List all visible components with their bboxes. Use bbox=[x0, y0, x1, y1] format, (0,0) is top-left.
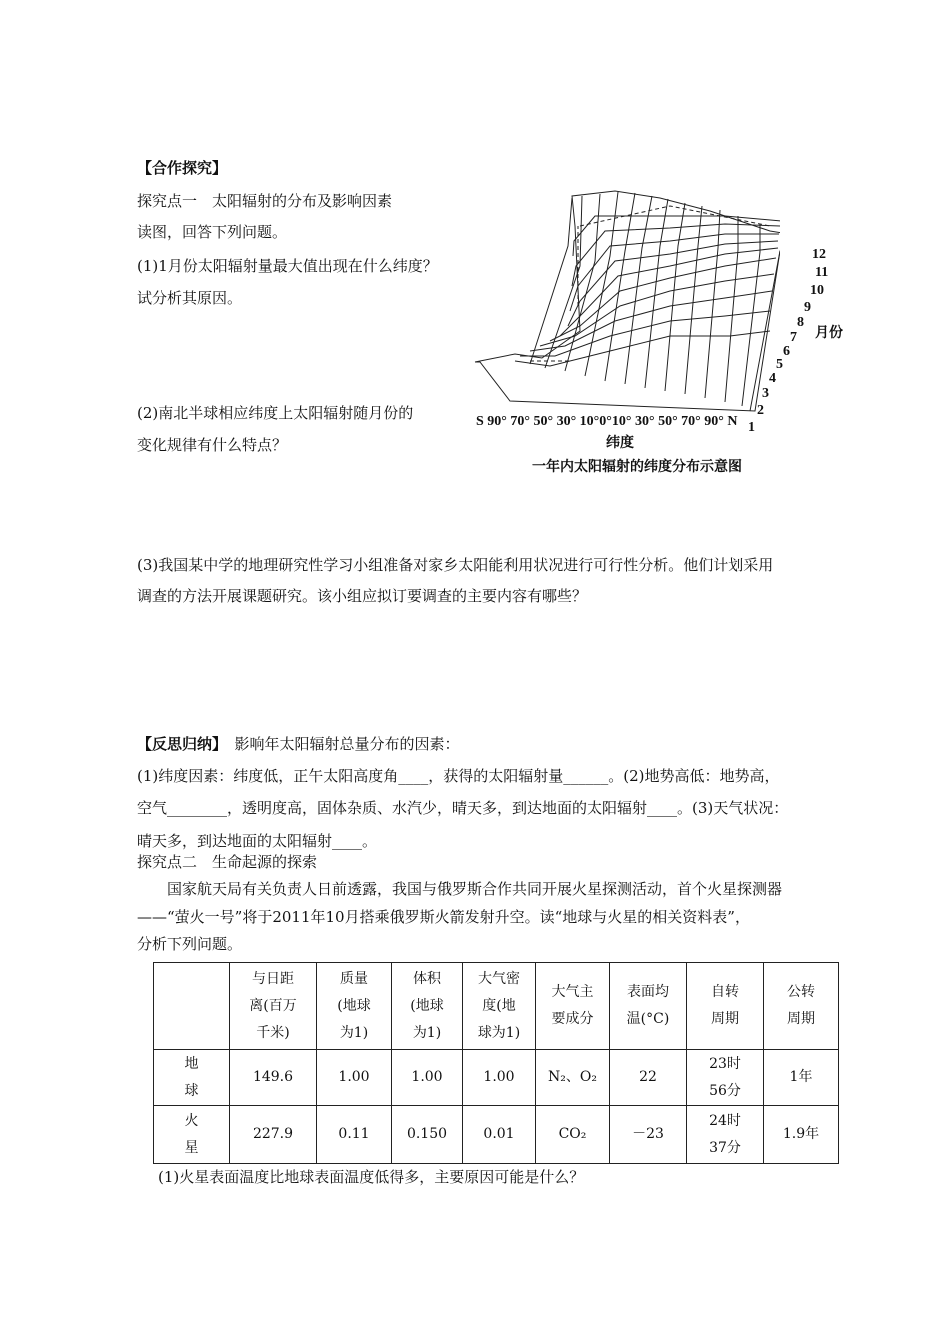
table-header-cell: 自转 周期 bbox=[687, 963, 764, 1050]
table-header-cell: 大气密 度(地 球为1) bbox=[463, 963, 536, 1050]
read-instruction: 读图，回答下列问题。 bbox=[137, 223, 288, 241]
table-cell: 1.00 bbox=[463, 1050, 536, 1106]
paragraph-line-1: 国家航天局有关负责人日前透露，我国与俄罗斯合作共同开展火星探测活动，首个火星探测器 bbox=[137, 880, 783, 898]
paragraph-line-2: ——“萤火一号”将于2011年10月搭乘俄罗斯火箭发射升空。读“地球与火星的相关资料表”， bbox=[137, 908, 750, 926]
table-cell: 23时 56分 bbox=[687, 1050, 764, 1106]
table-cell: 地 球 bbox=[154, 1050, 230, 1106]
table-cell: －23 bbox=[610, 1106, 687, 1164]
reflection-block bbox=[137, 733, 460, 754]
table-row-mars bbox=[154, 1106, 839, 1164]
reflection-heading: 【反思归纳】 bbox=[137, 735, 220, 753]
table-cell: 0.01 bbox=[463, 1106, 536, 1164]
table-header-cell: 公转 周期 bbox=[764, 963, 839, 1050]
question-3-line-2: 调查的方法开展课题研究。该小组应拟订要调查的主要内容有哪些？ bbox=[137, 587, 588, 605]
reflection-intro: 影响年太阳辐射总量分布的因素： bbox=[219, 735, 460, 753]
table-cell: 1.00 bbox=[317, 1050, 392, 1106]
month-label-2: 2 bbox=[757, 403, 764, 418]
reflection-line-1: (1)纬度因素：纬度低，正午太阳高度角____，获得的太阳辐射量______。(2)地势高低：地势高， bbox=[137, 767, 780, 785]
table-header-cell: 大气主 要成分 bbox=[536, 963, 610, 1050]
question-2-line-1: (2)南北半球相应纬度上太阳辐射随月份的 bbox=[137, 404, 414, 422]
table-header-cell: 与日距 离(百万 千米) bbox=[230, 963, 317, 1050]
mars-question-1: (1)火星表面温度比地球表面温度低得多，主要原因可能是什么？ bbox=[158, 1168, 585, 1186]
month-label-1: 1 bbox=[748, 420, 755, 435]
month-label-10: 10 bbox=[810, 283, 824, 298]
paragraph-line-3: 分析下列问题。 bbox=[137, 935, 243, 953]
month-label-6: 6 bbox=[783, 344, 790, 359]
point-two-title: 探究点二 生命起源的探索 bbox=[137, 853, 318, 871]
table-cell: CO₂ bbox=[536, 1106, 610, 1164]
table-cell: 1.00 bbox=[392, 1050, 463, 1106]
table-cell: 1.9年 bbox=[764, 1106, 839, 1164]
earth-mars-data-table bbox=[153, 962, 839, 1164]
table-cell: 227.9 bbox=[230, 1106, 317, 1164]
table-header-cell: 表面均 温(°C) bbox=[610, 963, 687, 1050]
table-cell: N₂、O₂ bbox=[536, 1050, 610, 1106]
month-label-3: 3 bbox=[762, 386, 769, 401]
question-1-line-1: (1)1月份太阳辐射量最大值出现在什么纬度？ bbox=[137, 257, 438, 275]
reflection-line-2: 空气________，透明度高，固体杂质、水汽少，晴天多，到达地面的太阳辐射____。(3)天气状况： bbox=[137, 799, 789, 817]
table-cell: 0.11 bbox=[317, 1106, 392, 1164]
month-label-4: 4 bbox=[769, 371, 776, 386]
point-one-title: 探究点一 太阳辐射的分布及影响因素 bbox=[137, 192, 393, 210]
table-header-cell: 体积 (地球 为1) bbox=[392, 963, 463, 1050]
question-3-line-1: (3)我国某中学的地理研究性学习小组准备对家乡太阳能利用状况进行可行性分析。他们计划采用 bbox=[137, 556, 774, 574]
table-cell: 0.150 bbox=[392, 1106, 463, 1164]
radiation-surface-diagram bbox=[470, 186, 780, 416]
month-label-11: 11 bbox=[815, 265, 829, 280]
table-header-cell bbox=[154, 963, 230, 1050]
month-label-9: 9 bbox=[804, 300, 811, 315]
table-cell: 1年 bbox=[764, 1050, 839, 1106]
reflection-line-3: 晴天多，到达地面的太阳辐射____。 bbox=[137, 832, 378, 850]
latitude-axis-ticks: S 90° 70° 50° 30° 10°0°10° 30° 50° 70° 90° N bbox=[476, 414, 738, 429]
section-heading-cooperative: 【合作探究】 bbox=[137, 159, 228, 177]
table-row-earth bbox=[154, 1050, 839, 1106]
latitude-axis-title: 纬度 bbox=[606, 436, 634, 451]
month-label-7: 7 bbox=[790, 330, 797, 345]
month-axis-label: 月份 bbox=[815, 326, 843, 341]
table-cell: 149.6 bbox=[230, 1050, 317, 1106]
question-1-line-2: 试分析其原因。 bbox=[137, 289, 243, 307]
table-header-row bbox=[154, 963, 839, 1050]
table-cell: 24时 37分 bbox=[687, 1106, 764, 1164]
question-2-line-2: 变化规律有什么特点？ bbox=[137, 436, 288, 454]
table-cell: 火 星 bbox=[154, 1106, 230, 1164]
month-label-12: 12 bbox=[812, 247, 826, 262]
month-label-8: 8 bbox=[797, 315, 804, 330]
figure-caption: 一年内太阳辐射的纬度分布示意图 bbox=[532, 460, 742, 475]
month-label-5: 5 bbox=[776, 357, 783, 372]
table-cell: 22 bbox=[610, 1050, 687, 1106]
table-header-cell: 质量 (地球 为1) bbox=[317, 963, 392, 1050]
